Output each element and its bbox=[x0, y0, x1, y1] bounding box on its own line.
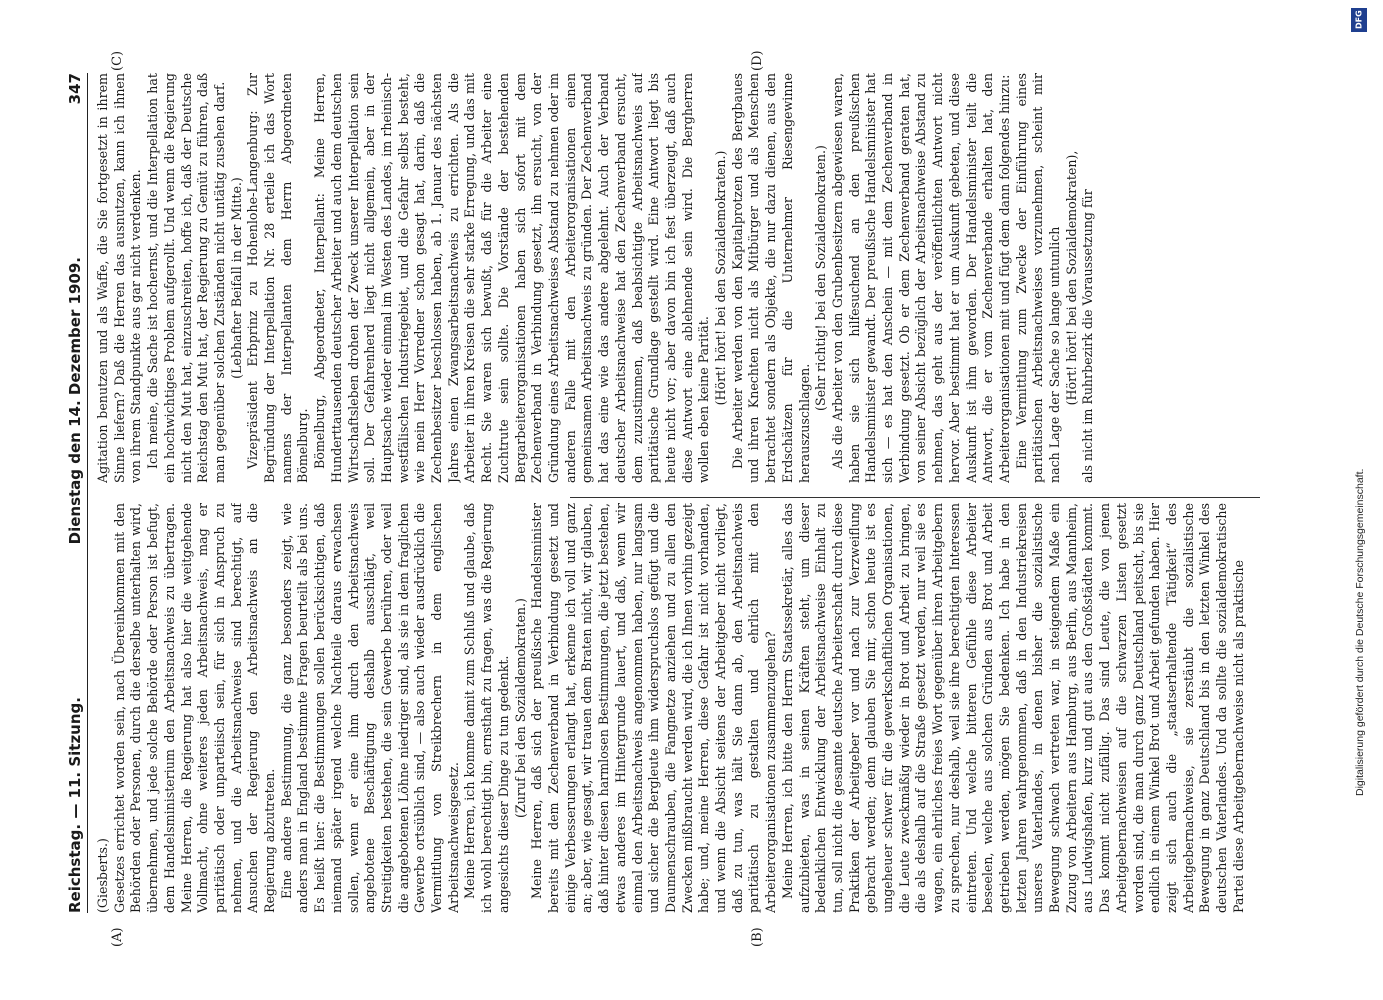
page-header bbox=[50, 73, 84, 913]
paragraph: Gesetzes errichtet worden sein, nach Übereinkommen mit den Behörden oder Personen, durch die derselbe unterhalten wird, übernehmen, und jede solche Behörde oder Person ist befugt, dem Handelsministerium den Arbeitsnachweis zu übertragen. Meine Herren, die Regierung hat also hier die weitgehende Vollmacht, ohne weiteres jeden Arbeitsnachweis, mag er paritätisch oder unparteiisch sein, für sich in Anspruch zu nehmen, und die Arbeitsnachweise sind berechtigt, auf Ansuchen der Regierung den Arbeitsnachweis an die Regierung abzutreten. bbox=[111, 503, 278, 913]
dfg-logo: DFG bbox=[1351, 8, 1367, 32]
left-column bbox=[95, 503, 1295, 913]
page-number: 347 bbox=[66, 73, 84, 105]
header-center: Dienstag den 14. Dezember 1909. bbox=[66, 256, 84, 545]
margin-marker-d: (D) bbox=[750, 50, 765, 71]
margin-marker-c: (C) bbox=[110, 50, 125, 71]
paragraph: Vizepräsident Erbprinz zu Hohenlohe-Langenburg: Zur Begründung der Interpellation Nr. 28 erteile ich das Wort namens der Interpellanten dem Herrn Abgeordneten Bömelburg. bbox=[245, 73, 311, 483]
interjection: (Hört! hört! bei den Sozialdemokraten), bbox=[1063, 150, 1079, 406]
interjection: (Zuruf bei den Sozialdemokraten.) bbox=[512, 598, 528, 818]
paragraph: Als die Arbeiter von den Grubenbesitzern abgewiesen waren, haben sie sich hilfesuchend an den preußischen Handelsminister gewandt. Der preußische Handelsminister hat sich — es hat den Anschein — mit dem Zechenverband in Verbindung gesetzt. Ob er dem Zechenverband geraten hat, von seiner Absicht bezüglich der Arbeitsnachweise Abstand zu nehmen, das geht aus der veröffentlichten Antwort nicht hervor. Aber bestimmt hat er um Auskunft gebeten, und diese Auskunft ist ihm geworden. Der Handelsminister teilt die Antwort, die er vom Zechenverbande erhalten hat, den Arbeiterorganisationen mit und fügt dem dann folgendes hinzu: bbox=[829, 73, 1012, 483]
paragraph: Die Arbeiter werden von den Kapitalprotzen des Bergbaues und ihren Knechten nicht als Mitbürger und als Menschen betrachtet sondern als Objekte, die nur dazu dienen, aus den Erdschätzen für die Unternehmer Riesengewinne herauszuschlagen. bbox=[729, 73, 812, 483]
column-divider bbox=[570, 497, 1260, 498]
header-left: Reichstag. — 11. Sitzung. bbox=[66, 697, 84, 913]
right-column bbox=[95, 73, 1295, 483]
paragraph: Ich meine, die Sache ist hochernst, und die Interpellation hat ein hochwichtiges Problem aufgerollt. Und wenn die Regierung nicht den Mut hat, einzuschreiten, hoffe ich, daß der Deutsche Reichstag den Mut hat, der Regierung zu Gemüt zu führen, daß man gegenüber solchen Zuständen nicht untätig zusehen darf. bbox=[145, 73, 227, 483]
paragraph: Bömelburg, Abgeordneter, Interpellant: Meine Herren, Hunderttausenden deutscher Arbeiter und auch dem deutschen Wirtschaftsleben drohen der Zweck unserer Interpellation sein soll. Der Gefahrenherd liegt nicht allgemein, aber in der Hauptsache wieder einmal im Westen des Landes, im rheinisch-westfälischen Industriegebiet, und die Gefahr selbst besteht, wie mein Herr Vorredner schon gesagt hat, darin, daß die Zechenbesitzer beschlossen haben, ab 1. Januar des nächsten Jahres einen Zwangsarbeitsnachweis zu errichten. Als die Arbeiter in ihren Kreisen die sehr starke Erregung, und das mit Recht. Sie waren sich bewußt, daß für die Arbeiter eine Zuchtrute sein sollte. Die Vorstände der bestehenden Bergarbeiterorganisationen haben sich sofort mit dem Zechenverband in Verbindung gesetzt, ihn ersucht, von der Gründung eines Arbeitsnachweises Abstand zu nehmen oder im anderen Falle mit den Arbeiterorganisationen einen gemeinsamen Arbeitsnachweis zu gründen. Der Zechenverband hat das eine wie das andere abgelehnt. Auch der Verband deutscher Arbeitsnachweise hat den Zechenverband ersucht, dem zuzustimmen, daß beabsichtigte Arbeitsnachweis auf paritätische Grundlage gestellt wird. Eine Antwort liegt bis heute nicht vor; aber davon bin ich fest überzeugt, daß auch diese Antwort eine ablehnende sein wird. Die Bergherren wollen eben keine Parität. bbox=[312, 73, 712, 483]
interjection: (Lebhafter Beifall in der Mitte.) bbox=[228, 177, 244, 379]
paragraph: Meine Herren, ich komme damit zum Schluß und glaube, daß ich wohl berechtigt bin, ernsthaft zu fragen, was die Regierung angesichts dieser Dinge zu tun gedenkt. bbox=[462, 503, 511, 913]
speaker-tag: (Giesberts.) bbox=[95, 838, 110, 913]
margin-marker-a: (A) bbox=[110, 927, 125, 947]
interjection: (Hört! hört! bei den Sozialdemokraten.) bbox=[713, 150, 729, 406]
interjection: (Sehr richtig! bei den Sozialdemokraten.) bbox=[813, 145, 829, 411]
margin-marker-b: (B) bbox=[750, 927, 765, 947]
paragraph: Meine Herren, ich bitte den Herrn Staatssekretär, alles das aufzubieten, was in seinen Kräften steht, um dieser bedenklichen Entwicklung der Arbeitsnachweise Einhalt zu tun, soll nicht die gesamte deutsche Arbeiterschaft durch diese Praktiken der Arbeitgeber vor und nach zur Verzweiflung gebracht werden; denn glauben Sie mir, schon heute ist es ungeheuer schwer für die gewerkschaftlichen Organisationen, die Leute zweckmäßig wieder in Brot und Arbeit zu bringen, die als deshalb auf die Straße gesetzt werden, nur weil sie es wagen, ein ehrliches freies Wort gegenüber ihren Arbeitgebern zu sprechen, nur deshalb, weil sie ihre berechtigten Interessen eintreten. Und welche bitteren Gefühle diese Arbeiter beseelen, welche aus solchen Gründen aus Brot und Arbeit getrieben werden, mögen Sie bedenken. Ich habe in den letzten Jahren wahrgenommen, daß in den Industriekreisen unseres Vaterlandes, in denen bisher die sozialistische Bewegung schwach vertreten war, in steigendem Maße ein Zuzug von Arbeitern aus Hamburg, aus Berlin, aus Mannheim, aus Ludwigshafen, kurz und gut aus den Großstädten kommt. Das kommt nicht zufällig. Das sind Leute, die von jenen Arbeitgebernachweisen auf die schwarzen Listen gesetzt worden sind, die man durch ganz Deutschland peitscht, bis sie endlich in einem Winkel Brot und Arbeit gefunden haben. Hier zeigt sich auch die „staatserhaltende Tätigkeit“ des Arbeitgebernachweise, sie zerstäubt die sozialistische Bewegung in ganz Deutschland bis in den letzten Winkel des deutschen Vaterlandes. Und da sollte die sozialdemokratische Partei diese Arbeitgebernachweise nicht als praktische bbox=[779, 503, 1246, 913]
paragraph: Eine andere Bestimmung, die ganz besonders zeigt, wie anders man in England bestimmte Fragen beurteilt als bei uns. Es heißt hier: die Bestimmungen sollen berücksichtigen, daß niemand später irgend welche Nachteile daraus erwachsen sollen, wenn er eine ihm durch den Arbeitsnachweis angebotene Beschäftigung deshalb ausschlägt, weil Streitigkeiten bestehen, die sein Gewerbe berühren, oder weil die angebotenen Löhne niedriger sind, als sie in dem fraglichen Gewerbe ortsüblich sind, — also auch wieder ausdrücklich die Vermittlung von Streikbrechern in dem englischen Arbeitsnachweisgesetz. bbox=[278, 503, 461, 913]
header-rule bbox=[87, 73, 88, 913]
paragraph: Agitation benutzen und als Waffe, die Sie fortgesetzt in ihrem Sinne liefern? Daß die Herren das ausnutzen, kann ich ihnen von ihrem Standpunkte aus gar nicht verdenken. bbox=[95, 73, 144, 483]
quotation: Eine Vermittlung zum Zwecke der Einführung eines paritätischen Arbeitsnachweises vorzunehmen, scheint mir nach Lage der Sache so lange untunlich bbox=[1013, 73, 1063, 483]
rotated-page bbox=[50, 50, 1340, 953]
digitization-note: Digitalisierung gefördert durch die Deutsche Forschungsgemeinschaft. bbox=[1354, 468, 1366, 796]
quotation: als nicht im Ruhrbezirk die Voraussetzung für bbox=[1080, 189, 1096, 483]
paragraph: Meine Herren, daß sich der preußische Handelsminister bereits mit dem Zechenverband in Verbindung gesetzt und einige Verbesserungen erlangt hat, erkenne ich voll und ganz an; aber, wie gesagt, wir trauen dem Braten nicht, wir glauben, daß hinter diesen harmlosen Bestimmungen, die jetzt bestehen, etwas anderes im Hintergrunde lauert, und daß, wenn wir einmal den Arbeitsnachweis angenommen haben, nur langsam und sicher die Bergleute ihm widerspruchslos gefügt und die Daumenschrauben, die Fangnetze anziehen und zu allen den Zwecken mißbraucht werden wird, die ich Ihnen vorhin gezeigt habe; und, meine Herren, diese Gefahr ist nicht vorhanden, und wenn die Absicht seitens der Arbeitgeber nicht vorliegt, daß zu tun, was hält Sie dann ab, den Arbeitsnachweis paritätisch zu gestalten und ehrlich mit den Arbeiterorganisationen zusammenzugehen? bbox=[529, 503, 779, 913]
